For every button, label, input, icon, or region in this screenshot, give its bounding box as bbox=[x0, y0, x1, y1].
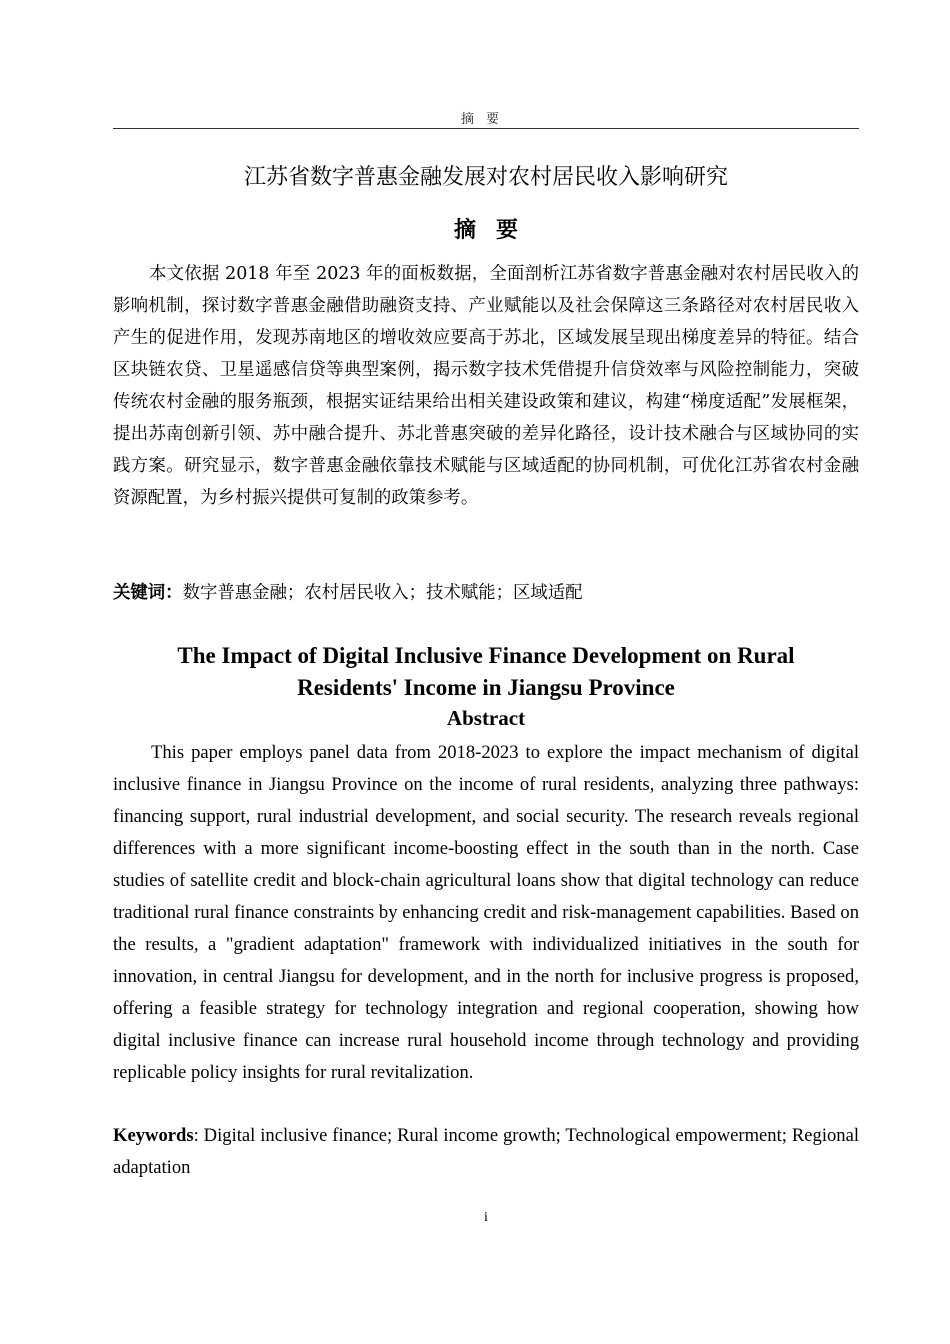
chinese-keywords bbox=[113, 578, 859, 608]
chinese-abstract-body: 本文依据 2018 年至 2023 年的面板数据，全面剖析江苏省数字普惠金融对农村居民收入的影响机制，探讨数字普惠金融借助融资支持、产业赋能以及社会保障这三条路径对农村居民收入产生的促进作用，发现苏南地区的增收效应要高于苏北，区域发展呈现出梯度差异的特征。结合区块链农贷、卫星遥感信贷等典型案例，揭示数字技术凭借提升信贷效率与风险控制能力，突破传统农村金融的服务瓶颈，根据实证结果给出相关建设政策和建议，构建“梯度适配”发展框架，提出苏南创新引领、苏中融合提升、苏北普惠突破的差异化路径，设计技术融合与区域协同的实践方案。研究显示，数字普惠金融依靠技术赋能与区域适配的协同机制，可优化江苏省农村金融资源配置，为乡村振兴提供可复制的政策参考。 bbox=[113, 264, 859, 508]
english-keywords-list: : Digital inclusive finance; Rural income growth; Technological empowerment; Regional adaptation bbox=[113, 1125, 859, 1178]
english-abstract-heading: Abstract bbox=[446, 706, 526, 730]
english-title bbox=[113, 640, 859, 704]
english-title-line1: The Impact of Digital Inclusive Finance Development on Rural bbox=[177, 643, 795, 668]
chinese-keywords-label: 关键词： bbox=[113, 583, 183, 603]
english-abstract-body: This paper employs panel data from 2018-2023 to explore the impact mechanism of digital inclusive finance in Jiangsu Province on the income of rural residents, analyzing three pathways: financing support, rural industrial development, and social security. The research reveals regional differences with a more significant income-boosting effect in the south than in the north. Case studies of satellite credit and block-chain agricultural loans show that digital technology can reduce traditional rural finance constraints by enhancing credit and risk-management capabilities. Based on the results, a "gradient adaptation" framework with individualized initiatives in the south for innovation, in central Jiangsu for development, and in the north for inclusive progress is proposed, offering a feasible strategy for technology integration and regional cooperation, showing how digital inclusive finance can increase rural household income through technology and providing replicable policy insights for rural revitalization. bbox=[113, 742, 859, 1083]
english-title-line2: Residents' Income in Jiangsu Province bbox=[297, 675, 675, 700]
page-number: i bbox=[484, 1210, 488, 1225]
chinese-abstract-heading: 摘要 bbox=[453, 218, 538, 243]
header-divider bbox=[113, 128, 859, 129]
chinese-keywords-list: 数字普惠金融；农村居民收入；技术赋能；区域适配 bbox=[182, 583, 583, 603]
english-keywords bbox=[113, 1120, 859, 1184]
running-header: 摘要 bbox=[460, 111, 511, 126]
chinese-title: 江苏省数字普惠金融发展对农村居民收入影响研究 bbox=[243, 165, 728, 190]
english-keywords-label: Keywords bbox=[113, 1125, 194, 1146]
